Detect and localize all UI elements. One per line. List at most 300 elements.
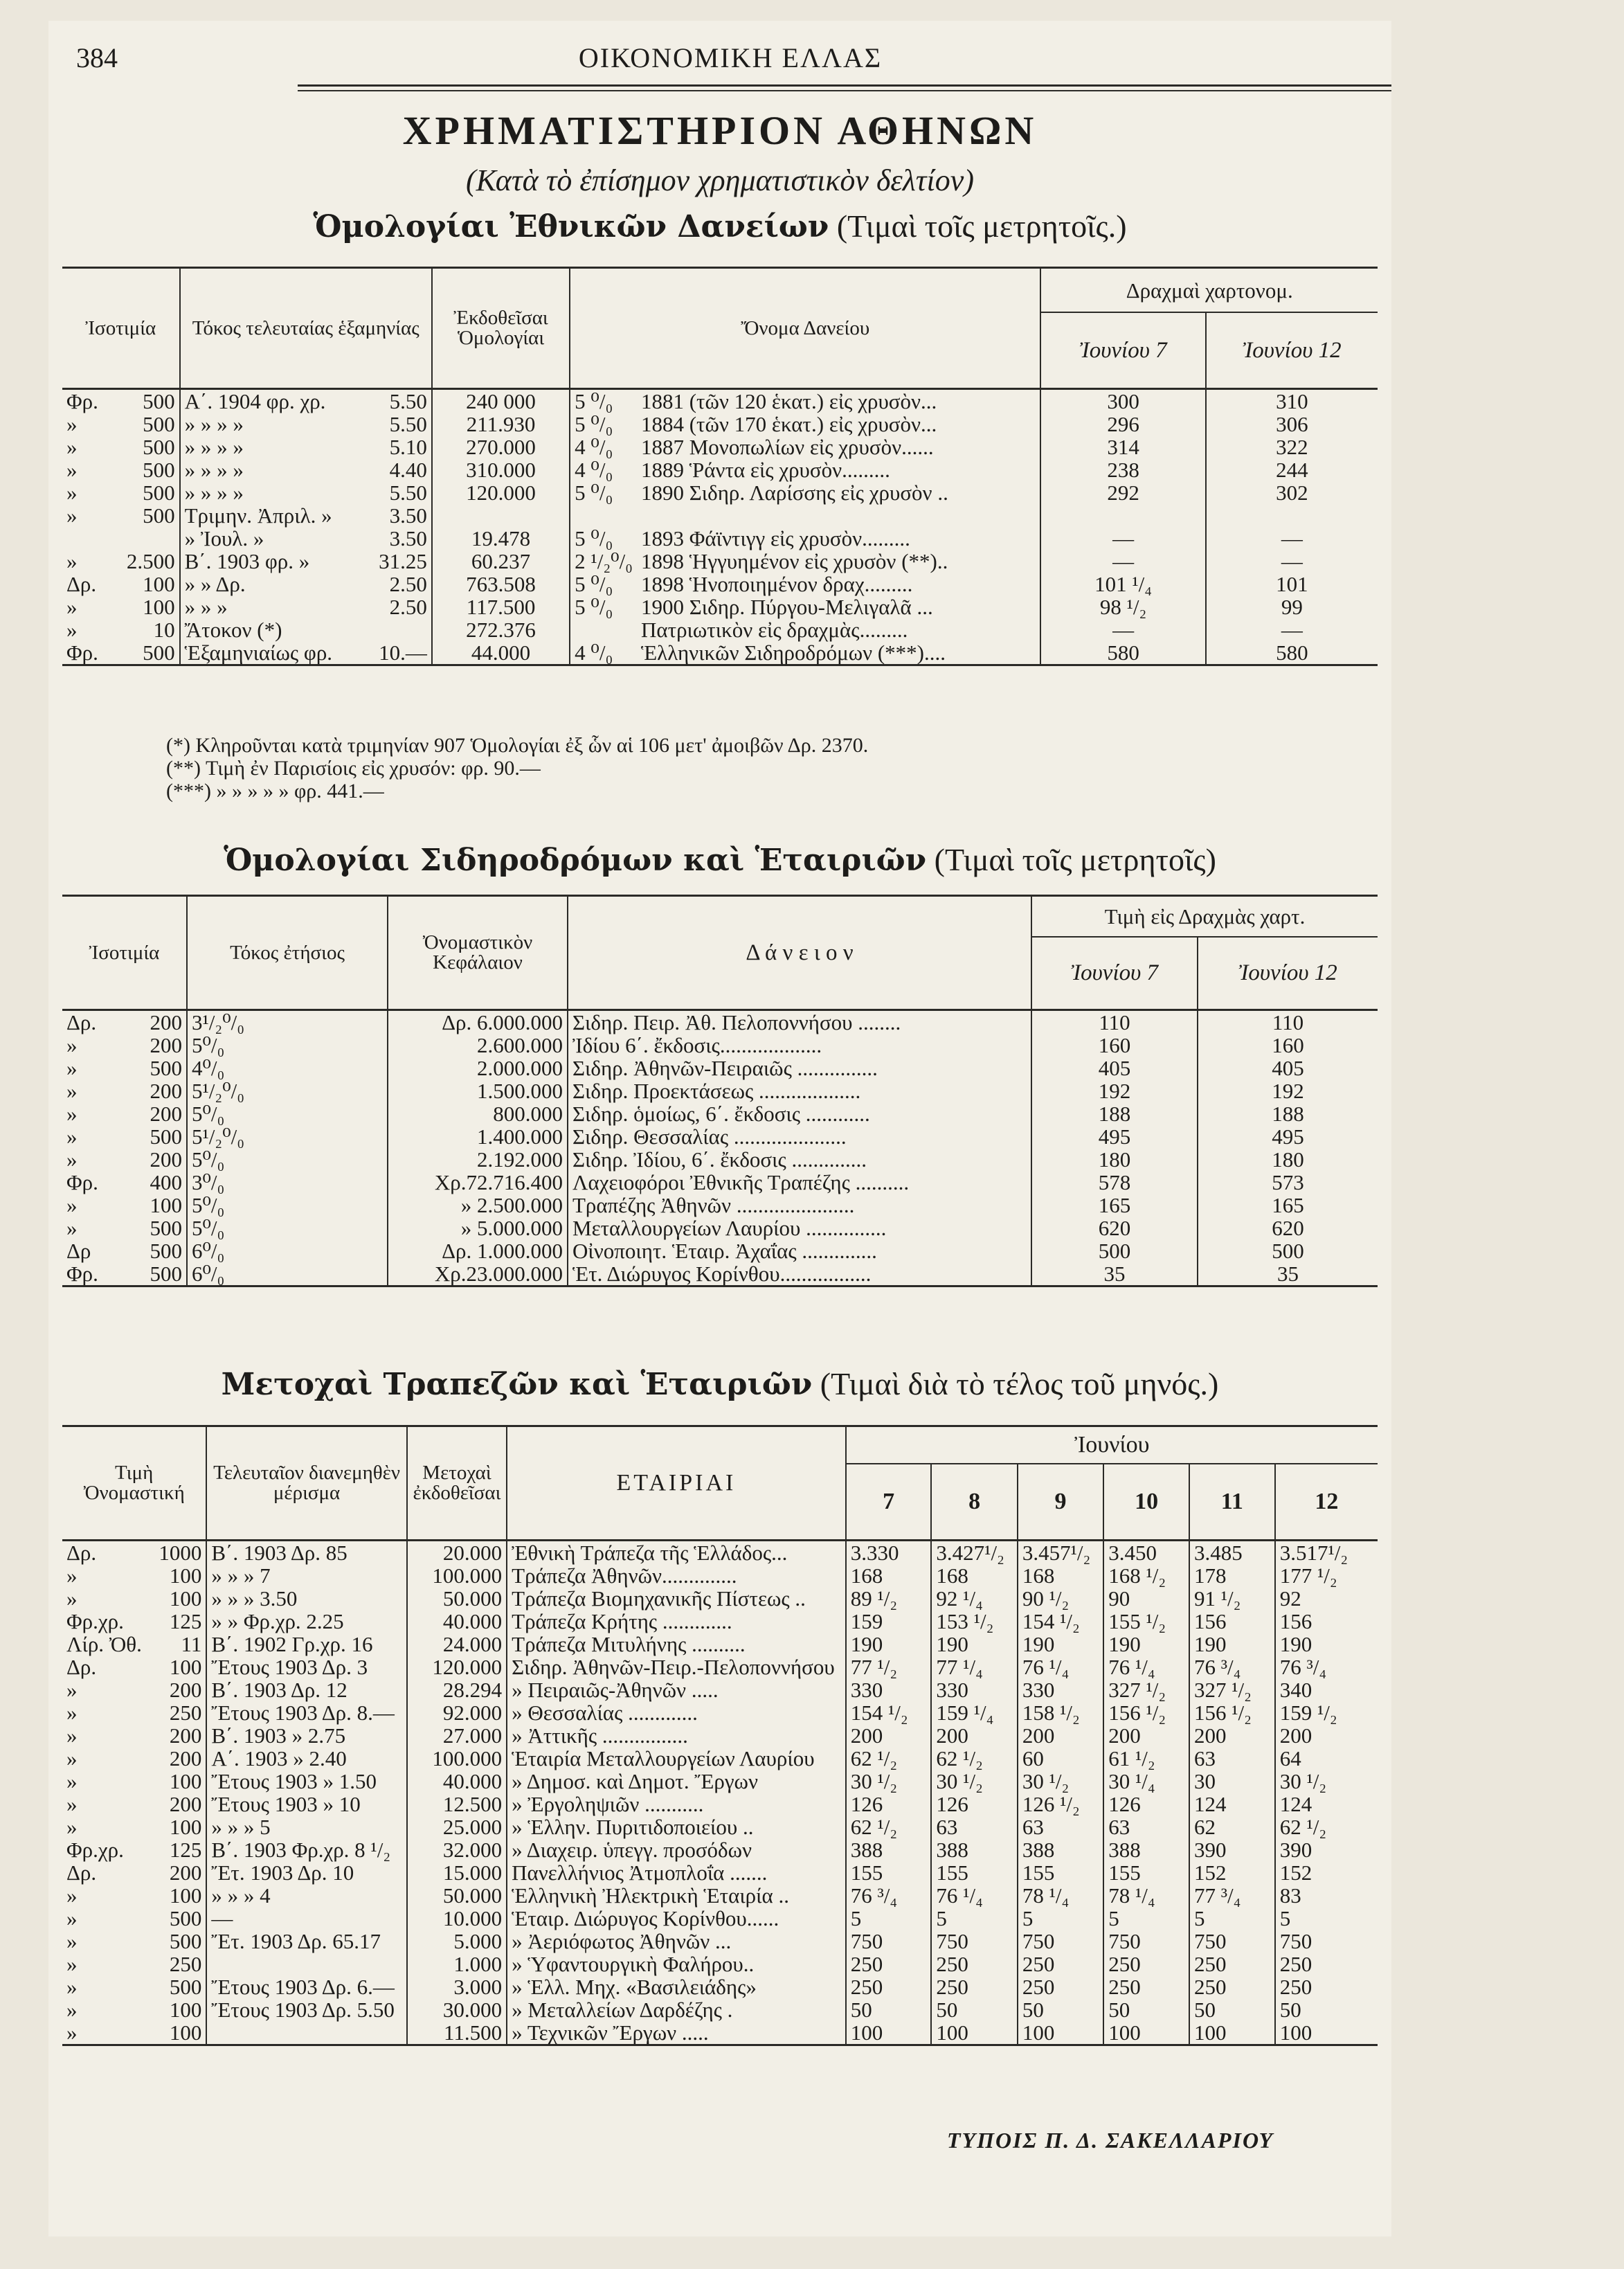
price-day-6-cell: 76 ³/₄ [1279, 1655, 1327, 1679]
table-row [62, 1998, 1378, 2021]
price-day-1-cell: 50 [846, 1998, 932, 2021]
loan-name-cell: 1900 Σιδηρ. Πύργου-Μελιγαλᾶ ... [637, 595, 1040, 618]
price-day-2-cell: 155 [931, 1861, 1017, 1884]
col-drachmai: Δραχμαὶ χαρτονομ. [1040, 268, 1378, 313]
currency-cell: » [66, 1952, 78, 1976]
currency-cell: » [66, 1033, 78, 1057]
price-day1-cell: 101 ¹/₄ [1040, 573, 1205, 595]
loan-name-cell: Ἑλληνικῶν Σιδηροδρόμων (***).... [637, 641, 1040, 665]
shares-cell: 40.000 [407, 1610, 507, 1633]
amount-cell: 200 [118, 1034, 187, 1057]
section2-heading [48, 841, 1391, 878]
amount-cell: 500 [118, 1239, 187, 1262]
table-row [62, 1793, 1378, 1815]
price-day2-cell: 322 [1276, 435, 1308, 459]
price-day1-cell: — [1040, 527, 1205, 550]
table-row [62, 1610, 1378, 1633]
shares-cell: 20.000 [407, 1541, 507, 1565]
table-row [62, 550, 1378, 573]
currency-cell [62, 527, 111, 550]
dividend-cell: Ἔτ. 1903 Δρ. 65.17 [206, 1930, 406, 1953]
price-day-6-cell: 3.517¹/₂ [1279, 1541, 1348, 1565]
tokos-cell: 5⁰/₀ [187, 1148, 388, 1171]
dividend-cell: Β΄. 1903 » 2.75 [206, 1724, 406, 1747]
note-2: (**) Τιμὴ ἐν Παρισίοις εἰς χρυσόν: φρ. 90.— [166, 757, 541, 780]
amount-cell: 200 [118, 1079, 187, 1102]
col3-merisma: Τελευταῖον διανεμηθὲν μέρισμα [206, 1426, 406, 1541]
price-day2-cell: 302 [1276, 481, 1308, 505]
dividend-cell: Ἔτους 1903 » 10 [206, 1793, 406, 1815]
dividend-cell: Ἔτ. 1903 Δρ. 10 [206, 1861, 406, 1884]
amount-cell: 10 [111, 618, 180, 641]
currency-cell: » [66, 458, 78, 482]
price-day-6-cell: 30 ¹/₂ [1279, 1769, 1327, 1793]
price-day-5-cell: 156 ¹/₂ [1189, 1701, 1275, 1724]
price-day-4-cell: 750 [1103, 1930, 1189, 1953]
tokos-cell: 5¹/₂⁰/₀ [187, 1125, 388, 1148]
price-day-3-cell: 200 [1018, 1724, 1103, 1747]
tokos-cell: Β΄. 1903 φρ. » [184, 549, 310, 573]
price-day-4-cell: 61 ¹/₂ [1103, 1747, 1189, 1770]
price-day2-cell: 192 [1272, 1079, 1304, 1103]
price-day-1-cell: 250 [846, 1953, 932, 1975]
price-day-3-cell: 63 [1018, 1815, 1103, 1838]
dividend-cell: » » » 5 [206, 1815, 406, 1838]
col3-metochai: Μετοχαὶ ἐκδοθεῖσαι [407, 1426, 507, 1541]
currency-cell: » [66, 1998, 78, 2022]
amount-cell: 125 [146, 1610, 206, 1633]
dividend-cell: Ἔτους 1903 » 1.50 [206, 1770, 406, 1793]
price-day-4-cell: 200 [1103, 1724, 1189, 1747]
price-day-4-cell: 190 [1103, 1633, 1189, 1656]
table-row [62, 1838, 1378, 1861]
price-day-1-cell: 89 ¹/₂ [846, 1587, 932, 1610]
price-day2-cell: 180 [1272, 1147, 1304, 1172]
tokos-cell: 5⁰/₀ [187, 1194, 388, 1217]
table-row [62, 458, 1378, 481]
shares-cell: 32.000 [407, 1838, 507, 1861]
amount-cell: 200 [146, 1678, 206, 1701]
table-row [62, 1217, 1378, 1239]
amount-cell: 500 [146, 1907, 206, 1930]
price-day-5-cell: 76 ³/₄ [1189, 1656, 1275, 1678]
price-day-1-cell: 76 ³/₄ [846, 1884, 932, 1907]
price-day-4-cell: 250 [1103, 1953, 1189, 1975]
kefalaion-cell: 2.600.000 [388, 1034, 568, 1057]
company-name-cell: Ἑλληνικὴ Ἠλεκτρικὴ Ἑταιρία .. [507, 1884, 846, 1907]
currency-cell: Φρ. [66, 640, 98, 665]
price-day1-cell: 296 [1040, 413, 1205, 436]
dividend-cell: Β΄. 1903 Δρ. 85 [206, 1541, 406, 1565]
price-day-5-cell: 30 [1189, 1770, 1275, 1793]
page [48, 21, 1391, 2236]
currency-cell: » [66, 1929, 78, 1953]
price-day-4-cell: 156 ¹/₂ [1103, 1701, 1189, 1724]
table-row [62, 1656, 1378, 1678]
shares-cell: 25.000 [407, 1815, 507, 1838]
currency-cell: » [66, 1746, 78, 1770]
percent-cell: 5 ⁰/₀ [575, 595, 613, 619]
price-day-3-cell: 750 [1018, 1930, 1103, 1953]
tokos-cell: 3⁰/₀ [187, 1171, 388, 1194]
price-day2-cell [1206, 504, 1378, 527]
ekdothisai-cell: 44.000 [432, 641, 570, 665]
price-day1-cell: 192 [1031, 1079, 1198, 1102]
tokos-value-cell: 4.40 [366, 458, 432, 481]
dividend-cell [206, 2021, 406, 2045]
ekdothisai-cell: 211.930 [432, 413, 570, 436]
shares-cell: 12.500 [407, 1793, 507, 1815]
price-day1-cell: 300 [1040, 389, 1205, 413]
ekdothisai-cell: 60.237 [432, 550, 570, 573]
col3-day-6: 12 [1315, 1489, 1339, 1514]
tokos-cell: 5⁰/₀ [187, 1034, 388, 1057]
price-day-1-cell: 388 [846, 1838, 932, 1861]
amount-cell: 2.500 [111, 550, 180, 573]
table-row [62, 504, 1378, 527]
amount-cell: 250 [146, 1953, 206, 1975]
price-day-3-cell: 90 ¹/₂ [1018, 1587, 1103, 1610]
price-day-1-cell: 190 [846, 1633, 932, 1656]
percent-cell: 4 ⁰/₀ [575, 435, 613, 459]
col3-etairiai: ΕΤΑΙΡΙΑΙ [507, 1426, 846, 1541]
currency-cell: » [66, 1124, 78, 1149]
price-day-6-cell: 159 ¹/₂ [1279, 1701, 1337, 1725]
price-day-1-cell: 62 ¹/₂ [846, 1747, 932, 1770]
percent-cell: 5 ⁰/₀ [575, 389, 613, 413]
price-day-3-cell: 3.457¹/₂ [1018, 1541, 1103, 1565]
currency-cell: Φρ. [66, 1170, 98, 1194]
currency-cell: » [66, 412, 78, 436]
table-row [62, 1564, 1378, 1587]
table-row [62, 527, 1378, 550]
percent-cell: 5 ⁰/₀ [575, 412, 613, 436]
price-day-1-cell: 62 ¹/₂ [846, 1815, 932, 1838]
price-day-1-cell: 126 [846, 1793, 932, 1815]
tokos-cell: » » Δρ. [184, 572, 246, 596]
table-row [62, 1079, 1378, 1102]
amount-cell: 500 [111, 481, 180, 504]
amount-cell: 200 [146, 1747, 206, 1770]
price-day-1-cell: 154 ¹/₂ [846, 1701, 932, 1724]
price-day1-cell: 578 [1031, 1171, 1198, 1194]
loan-name-cell: Ἑτ. Διώρυγος Κορίνθου................. [568, 1262, 1031, 1286]
price-day-2-cell: 250 [931, 1975, 1017, 1998]
table-row [62, 1770, 1378, 1793]
price-day-4-cell: 5 [1103, 1907, 1189, 1930]
col3-timi: Τιμὴ Ὀνομαστική [62, 1426, 206, 1541]
currency-cell: » [66, 481, 78, 505]
price-day-4-cell: 90 [1103, 1587, 1189, 1610]
tokos-value-cell: 10.— [366, 641, 432, 665]
loan-name-cell: Σιδηρ. Ἀθηνῶν-Πειραιῶς ............... [568, 1057, 1031, 1079]
percent-cell: 5 ⁰/₀ [575, 572, 613, 596]
price-day-4-cell: 50 [1103, 1998, 1189, 2021]
currency-cell: Δρ. [66, 572, 97, 596]
price-day-6-cell: 250 [1279, 1975, 1312, 1999]
tokos-value-cell: 5.50 [366, 413, 432, 436]
dividend-cell: Β΄. 1902 Γρ.χρ. 16 [206, 1633, 406, 1656]
tokos-cell: 3¹/₂⁰/₀ [187, 1010, 388, 1034]
loan-name-cell: 1890 Σιδηρ. Λαρίσσης εἰς χρυσὸν .. [637, 481, 1040, 504]
loan-name-cell: Πατριωτικὸν εἰς δραχμὰς......... [637, 618, 1040, 641]
running-header [76, 35, 1384, 76]
tokos-cell: Α΄. 1904 φρ. χρ. [184, 389, 326, 413]
kefalaion-cell: 2.000.000 [388, 1057, 568, 1079]
company-name-cell: » Ἀττικῆς ................ [507, 1724, 846, 1747]
dividend-cell: Ἔτους 1903 Δρ. 3 [206, 1656, 406, 1678]
currency-cell: » [66, 1906, 78, 1930]
col-day1: Ἰουνίου 7 [1040, 312, 1205, 389]
price-day-1-cell: 155 [846, 1861, 932, 1884]
price-day-4-cell: 155 [1103, 1861, 1189, 1884]
company-name-cell: Πανελλήνιος Ἀτμοπλοΐα ....... [507, 1861, 846, 1884]
price-day-5-cell: 91 ¹/₂ [1189, 1587, 1275, 1610]
header-rule [298, 84, 1391, 87]
price-day2-cell: 35 [1277, 1262, 1299, 1286]
currency-cell: Φρ. [66, 1262, 98, 1286]
shares-cell: 50.000 [407, 1587, 507, 1610]
tokos-cell: » » » [184, 595, 228, 619]
table-row [62, 1861, 1378, 1884]
table-row [62, 1239, 1378, 1262]
amount-cell: 500 [118, 1057, 187, 1079]
amount-cell: 100 [146, 1998, 206, 2021]
price-day-2-cell: 77 ¹/₄ [931, 1656, 1017, 1678]
currency-cell: » [66, 1975, 78, 1999]
price-day-2-cell: 330 [931, 1678, 1017, 1701]
price-day-6-cell: 177 ¹/₂ [1279, 1563, 1337, 1588]
table-row [62, 1724, 1378, 1747]
tokos-value-cell: 5.50 [366, 389, 432, 413]
price-day-5-cell: 50 [1189, 1998, 1275, 2021]
price-day-6-cell: 152 [1279, 1860, 1312, 1885]
section1-heading-rest: (Τιμαὶ τοῖς μετρητοῖς.) [829, 208, 1127, 244]
kefalaion-cell: 800.000 [388, 1102, 568, 1125]
col3-month: Ἰουνίου [846, 1426, 1378, 1464]
price-day-4-cell: 155 ¹/₂ [1103, 1610, 1189, 1633]
section3-heading-rest: (Τιμαὶ διὰ τὸ τέλος τοῦ μηνός.) [812, 1366, 1219, 1401]
page-title: ΧΡΗΜΑΤΙΣΤΗΡΙΟΝ ΑΘΗΝΩΝ [402, 108, 1038, 153]
company-name-cell: » Ὑφαντουργικὴ Φαλήρου.. [507, 1953, 846, 1975]
amount-cell: 100 [146, 1884, 206, 1907]
price-day-3-cell: 30 ¹/₂ [1018, 1770, 1103, 1793]
tokos-value-cell: 31.25 [366, 550, 432, 573]
tokos-value-cell: 5.50 [366, 481, 432, 504]
price-day1-cell: 238 [1040, 458, 1205, 481]
loan-name-cell: 1881 (τῶν 120 ἑκατ.) εἰς χρυσὸν... [637, 389, 1040, 413]
tokos-value-cell: 3.50 [366, 527, 432, 550]
price-day-2-cell: 3.427¹/₂ [931, 1541, 1017, 1565]
currency-cell: » [66, 503, 78, 528]
price-day-5-cell: 190 [1189, 1633, 1275, 1656]
table-row [62, 1194, 1378, 1217]
dividend-cell: Ἔτους 1903 Δρ. 8.— [206, 1701, 406, 1724]
price-day-6-cell: 190 [1279, 1632, 1312, 1656]
price-day-3-cell: 60 [1018, 1747, 1103, 1770]
tokos-cell: » » » » [184, 481, 244, 505]
shares-cell: 24.000 [407, 1633, 507, 1656]
price-day2-cell: 188 [1272, 1102, 1304, 1126]
header-rule-2 [298, 90, 1391, 91]
shares-cell: 27.000 [407, 1724, 507, 1747]
table-row [62, 1541, 1378, 1565]
company-name-cell: Τράπεζα Βιομηχανικῆς Πίστεως .. [507, 1587, 846, 1610]
kefalaion-cell: 1.400.000 [388, 1125, 568, 1148]
company-name-cell: » Ἀεριόφωτος Ἀθηνῶν ... [507, 1930, 846, 1953]
section2-heading-bold: Ὁμολογίαι Σιδηροδρόμων καὶ Ἑταιριῶν [224, 843, 927, 878]
ekdothisai-cell: 270.000 [432, 436, 570, 458]
currency-cell: » [66, 595, 78, 619]
company-name-cell: Ἑταιρ. Διώρυγος Κορίνθου...... [507, 1907, 846, 1930]
currency-cell: » [66, 1102, 78, 1126]
price-day-2-cell: 750 [931, 1930, 1017, 1953]
ekdothisai-cell: 120.000 [432, 481, 570, 504]
company-name-cell: Τράπεζα Ἀθηνῶν.............. [507, 1564, 846, 1587]
amount-cell: 500 [111, 436, 180, 458]
price-day-4-cell: 327 ¹/₂ [1103, 1678, 1189, 1701]
col2-tokos: Τόκος ἐτήσιος [187, 896, 388, 1010]
price-day-2-cell: 153 ¹/₂ [931, 1610, 1017, 1633]
currency-cell: » [66, 1815, 78, 1839]
dividend-cell: » » Φρ.χρ. 2.25 [206, 1610, 406, 1633]
price-day-3-cell: 126 ¹/₂ [1018, 1793, 1103, 1815]
kefalaion-cell: 1.500.000 [388, 1079, 568, 1102]
amount-cell: 200 [118, 1102, 187, 1125]
price-day-2-cell: 159 ¹/₄ [931, 1701, 1017, 1724]
section1-heading-bold: Ὁμολογίαι Ἐθνικῶν Δανείων [313, 209, 829, 244]
price-day2-cell: 500 [1272, 1239, 1304, 1263]
table-row [62, 573, 1378, 595]
price-day-3-cell: 250 [1018, 1975, 1103, 1998]
section1-heading [48, 208, 1391, 244]
tokos-cell: 5⁰/₀ [187, 1102, 388, 1125]
company-name-cell: » Τεχνικῶν Ἔργων ..... [507, 2021, 846, 2045]
price-day-1-cell: 330 [846, 1678, 932, 1701]
dividend-cell: » » » 7 [206, 1564, 406, 1587]
amount-cell: 500 [111, 413, 180, 436]
table-row [62, 1587, 1378, 1610]
table-row [62, 1930, 1378, 1953]
company-name-cell: Ἑταιρία Μεταλλουργείων Λαυρίου [507, 1747, 846, 1770]
table-row [62, 1102, 1378, 1125]
col-ekdothisai: Ἐκδοθεῖσαι Ὁμολογίαι [432, 268, 570, 389]
price-day2-cell: — [1281, 618, 1303, 642]
currency-cell: Δρ. [66, 1655, 97, 1679]
dividend-cell: Ἔτους 1903 Δρ. 6.— [206, 1975, 406, 1998]
currency-cell: Φρ.χρ. [66, 1609, 124, 1633]
price-day2-cell: 101 [1276, 572, 1308, 596]
currency-cell: » [66, 1216, 78, 1240]
ekdothisai-cell: 310.000 [432, 458, 570, 481]
price-day-1-cell: 3.330 [846, 1541, 932, 1565]
price-day-5-cell: 250 [1189, 1975, 1275, 1998]
price-day-6-cell: 156 [1279, 1609, 1312, 1633]
kefalaion-cell: Χρ.23.000.000 [388, 1262, 568, 1286]
amount-cell: 200 [146, 1724, 206, 1747]
price-day-2-cell: 30 ¹/₂ [931, 1770, 1017, 1793]
dividend-cell [206, 1953, 406, 1975]
price-day-4-cell: 100 [1103, 2021, 1189, 2045]
amount-cell: 500 [146, 1975, 206, 1998]
price-day-1-cell: 750 [846, 1930, 932, 1953]
tokos-value-cell: 5.10 [366, 436, 432, 458]
percent-cell: 4 ⁰/₀ [575, 458, 613, 482]
page-subtitle: (Κατὰ τὸ ἐπίσημον χρηματιστικὸν δελτίον) [466, 163, 974, 197]
currency-cell: Φρ. [66, 389, 98, 413]
price-day2-cell: — [1281, 526, 1303, 550]
table-row [62, 1010, 1378, 1034]
percent-cell: 2 ¹/₂⁰/₀ [575, 549, 633, 573]
amount-cell: 500 [118, 1125, 187, 1148]
table-row [62, 1057, 1378, 1079]
amount-cell: 200 [146, 1793, 206, 1815]
price-day-6-cell: 64 [1279, 1746, 1301, 1770]
tokos-cell: 5¹/₂⁰/₀ [187, 1079, 388, 1102]
price-day1-cell: 495 [1031, 1125, 1198, 1148]
table-row [62, 618, 1378, 641]
col2-day1: Ἰουνίου 7 [1031, 937, 1198, 1010]
amount-cell: 200 [118, 1010, 187, 1034]
shares-cell: 15.000 [407, 1861, 507, 1884]
price-day-1-cell: 77 ¹/₂ [846, 1656, 932, 1678]
price-day-2-cell: 168 [931, 1564, 1017, 1587]
loan-name-cell: Σιδηρ. ὁμοίως, 6΄. ἔκδοσις ............ [568, 1102, 1031, 1125]
col3-day-2: 8 [931, 1464, 1017, 1541]
ekdothisai-cell [432, 504, 570, 527]
currency-cell: » [66, 1769, 78, 1793]
price-day-1-cell: 30 ¹/₂ [846, 1770, 932, 1793]
price-day-3-cell: 190 [1018, 1633, 1103, 1656]
loan-name-cell: 1893 Φάϊντιγγ εἰς χρυσὸν......... [637, 527, 1040, 550]
currency-cell: » [66, 1586, 78, 1611]
kefalaion-cell: Δρ. 1.000.000 [388, 1239, 568, 1262]
price-day-6-cell: 92 [1279, 1586, 1301, 1611]
price-day-5-cell: 124 [1189, 1793, 1275, 1815]
col2-day2: Ἰουνίου 12 [1238, 960, 1337, 985]
price-day1-cell [1040, 504, 1205, 527]
amount-cell: 500 [111, 504, 180, 527]
section1-notes [166, 734, 868, 802]
price-day1-cell: 580 [1040, 641, 1205, 665]
currency-cell: Δρ. [66, 1860, 97, 1885]
shares-cell: 3.000 [407, 1975, 507, 1998]
amount-cell: 100 [111, 595, 180, 618]
col3-day-1: 7 [846, 1464, 932, 1541]
running-title: ΟΙΚΟΝΟΜΙΚΗ ΕΛΛΑΣ [578, 42, 883, 73]
note-1: (*) Κληροῦνται κατὰ τριμηνίαν 907 Ὁμολογίαι ἐξ ὧν αἱ 106 μετ' ἀμοιβῶν Δρ. 2370. [166, 734, 869, 757]
currency-cell: » [66, 549, 78, 573]
ekdothisai-cell: 272.376 [432, 618, 570, 641]
table-row [62, 1701, 1378, 1724]
note-3: (***) » » » » » φρ. 441.— [166, 780, 384, 802]
company-name-cell: Ἐθνικὴ Τράπεζα τῆς Ἑλλάδος... [507, 1541, 846, 1565]
price-day-4-cell: 3.450 [1103, 1541, 1189, 1565]
section2-table [62, 895, 1378, 1287]
price-day2-cell: 580 [1276, 640, 1308, 665]
price-day-3-cell: 100 [1018, 2021, 1103, 2045]
price-day-5-cell: 100 [1189, 2021, 1275, 2045]
amount-cell: 100 [146, 1656, 206, 1678]
table-row [62, 1678, 1378, 1701]
tokos-cell: Ἑξαμηνιαίως φρ. [184, 640, 333, 665]
tokos-cell: 4⁰/₀ [187, 1057, 388, 1079]
kefalaion-cell: 2.192.000 [388, 1148, 568, 1171]
price-day-2-cell: 92 ¹/₄ [931, 1587, 1017, 1610]
price-day1-cell: 500 [1031, 1239, 1198, 1262]
currency-cell: » [66, 1147, 78, 1172]
price-day-5-cell: 63 [1189, 1747, 1275, 1770]
